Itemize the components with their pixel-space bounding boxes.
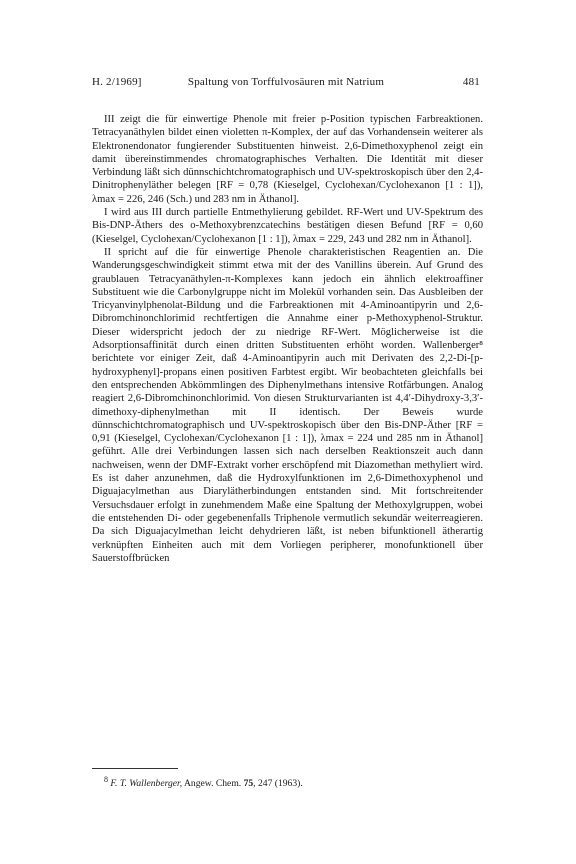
footnote (104, 774, 484, 790)
footnote-journal: Angew. Chem. (182, 778, 244, 790)
running-title: Spaltung von Torffulvosäuren mit Natrium (187, 76, 385, 88)
paragraph-1: III zeigt die für einwertige Phenole mit freier p-Position typischen Farbreaktionen. Tetracyanäthylen bildet einen violetten π-Komplex, der auf das Vorhandensein weiterer als Elektronendonator fungierender Substituenten hinweist. 2,6-Dimethoxyphenol zeigt ein damit übereinstimmendes chromatographisches Verhalten. Die Identität mit dieser Verbindung läßt sich dünnschichtchromatographisch und UV-spektroskopisch über den 2,4-Dinitrophenyläther belegen [RF = 0,78 (Kieselgel, Cyclohexan/Cyclohexanon [1 : 1]), λmax = 226, 246 (Sch.) und 283 nm in Äthanol]. (92, 114, 483, 205)
page-number: 481 (462, 76, 480, 88)
journal-issue: H. 2/1969] (92, 76, 142, 88)
running-header (92, 74, 480, 90)
footnote-volume: 75 (243, 778, 254, 790)
footnote-divider (92, 768, 178, 769)
paragraph-2: I wird aus III durch partielle Entmethylierung gebildet. RF-Wert und UV-Spektrum des Bis-DNP-Äthers des o-Methoxybrenzcatechins bestätigen diesen Befund [RF = 0,60 (Kieselgel, Cyclohexan/Cyclohexanon [1 : 1]), λmax = 229, 243 und 282 nm in Äthanol]. (92, 207, 483, 245)
paragraph-3: II spricht auf die für einwertige Phenole charakteristischen Reagentien an. Die Wanderungsgeschwindigkeit stimmt etwa mit der des Vanillins überein. Auf Grund des graublauen Tetracyanäthylen-π-Komplexes kann jedoch ein ähnlich elektroaffiner Substituent wie die Carbonylgruppe nicht im Molekül vorhanden sein. Das Ausbleiben der Tricyanvinylphenolat-Bildung und die Farbreaktionen mit 4-Aminoantipyrin und 2,6-Dibromchinonchlorimid rechtfertigen die Annahme einer p-Methoxyphenol-Struktur. Dieser widerspricht jedoch der zu niedrige RF-Wert. Möglicherweise ist die Adsorptionsaffinität durch einen dritten Substituenten erhöht worden. Wallenberger⁸ berichtete vor einiger Zeit, daß 4-Aminoantipyrin auch mit Derivaten des 2,2-Di-[p-hydroxyphenyl]-propans einen positiven Farbtest ergibt. Wir beobachteten gleichfalls bei den entsprechenden Abkömmlingen des Diphenylmethans intensive Rotfärbungen. Analog reagiert 2,6-Dibromchinonchlorimid. Von diesen Strukturvarianten ist 4,4′-Dihydroxy-3,3′-dimethoxy-diphenylmethan mit II identisch. Der Beweis wurde dünnschichtchromatographisch und UV-spektroskopisch über den Bis-DNP-Äther [RF = 0,91 (Kieselgel, Cyclohexan/Cyclohexanon [1 : 1]), λmax = 224 und 285 nm in Äthanol] geführt. Alle drei Verbindungen lassen sich nach derselben Reaktionszeit auch dann nachweisen, wenn der DMF-Extrakt vorher erschöpfend mit Diazomethan methyliert wird. Es ist daher anzunehmen, daß die Hydroxylfunktionen im 2,6-Dimethoxyphenol und Diguajacylmethan aus Diarylätherbindungen entstanden sind. Mit fortschreitender Versuchsdauer erfolgt in zunehmendem Maße eine Spaltung der Methoxylgruppen, wobei die entstehenden Di- oder gegebenenfalls Triphenole vermutlich sekundär weiterreagieren. Da sich Diguajacylmethan leicht dehydrieren läßt, ist neben bifunktionell ätherartig verknüpften Einheiten auch mit dem Vorliegen peripherer, monofunktionell über Sauerstoffbrücken (92, 246, 483, 564)
footnote-marker: 8 (104, 775, 108, 784)
footnote-authors: F. T. Wallenberger, (110, 778, 183, 790)
body-text (92, 113, 483, 565)
footnote-pages-year: , 247 (1963). (253, 778, 303, 790)
